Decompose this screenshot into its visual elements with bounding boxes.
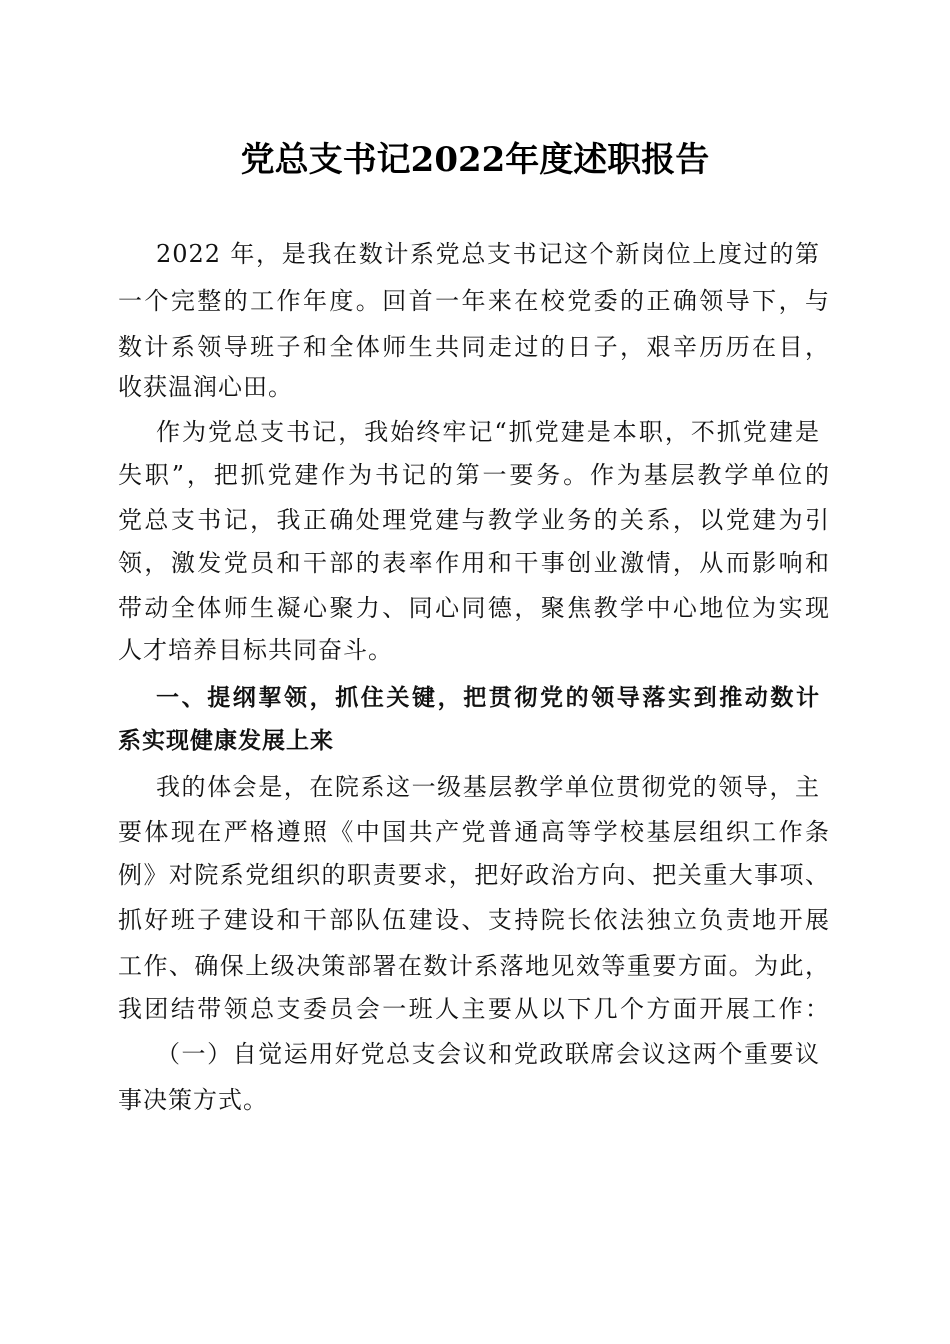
paragraph-line: 例》对院系党组织的职责要求，把好政治方向、把关重大事项、 <box>118 861 830 889</box>
paragraph-line: 我的体会是，在院系这一级基层教学单位贯彻党的领导，主 <box>156 773 820 801</box>
paragraph-line: 工作、确保上级决策部署在数计系落地见效等重要方面。为此， <box>118 952 830 980</box>
paragraph-line: 抓好班子建设和干部队伍建设、支持院长依法独立负责地开展 <box>118 906 830 934</box>
paragraph-line: 党总支书记，我正确处理党建与教学业务的关系，以党建为引 <box>118 506 830 534</box>
paragraph-line: 要体现在严格遵照《中国共产党普通高等学校基层组织工作条 <box>118 818 830 846</box>
document-title: 党总支书记2022年度述职报告 <box>240 140 710 180</box>
paragraph-line: 2022 年，是我在数计系党总支书记这个新岗位上度过的第 <box>156 240 820 268</box>
paragraph-line: 我团结带领总支委员会一班人主要从以下几个方面开展工作： <box>118 995 830 1023</box>
paragraph-line: 一个完整的工作年度。回首一年来在校党委的正确领导下，与 <box>118 287 830 315</box>
paragraph-line: 作为党总支书记，我始终牢记“抓党建是本职，不抓党建是 <box>156 418 820 446</box>
paragraph-line: 收获温润心田。 <box>118 373 293 401</box>
section-heading-line: 系实现健康发展上来 <box>118 728 334 754</box>
section-heading-line: 一、提纲挈领，抓住关键，把贯彻党的领导落实到推动数计 <box>156 685 820 711</box>
subsection-line: （一）自觉运用好党总支会议和党政联席会议这两个重要议 <box>156 1040 820 1068</box>
paragraph-line: 人才培养目标共同奋斗。 <box>118 636 393 664</box>
subsection-line: 事决策方式。 <box>118 1086 268 1114</box>
paragraph-line: 数计系领导班子和全体师生共同走过的日子，艰辛历历在目， <box>118 333 830 361</box>
paragraph-line: 失职”，把抓党建作为书记的第一要务。作为基层教学单位的 <box>118 461 830 489</box>
paragraph-line: 领，激发党员和干部的表率作用和干事创业激情，从而影响和 <box>118 549 830 577</box>
paragraph-line: 带动全体师生凝心聚力、同心同德，聚焦教学中心地位为实现 <box>118 594 830 622</box>
